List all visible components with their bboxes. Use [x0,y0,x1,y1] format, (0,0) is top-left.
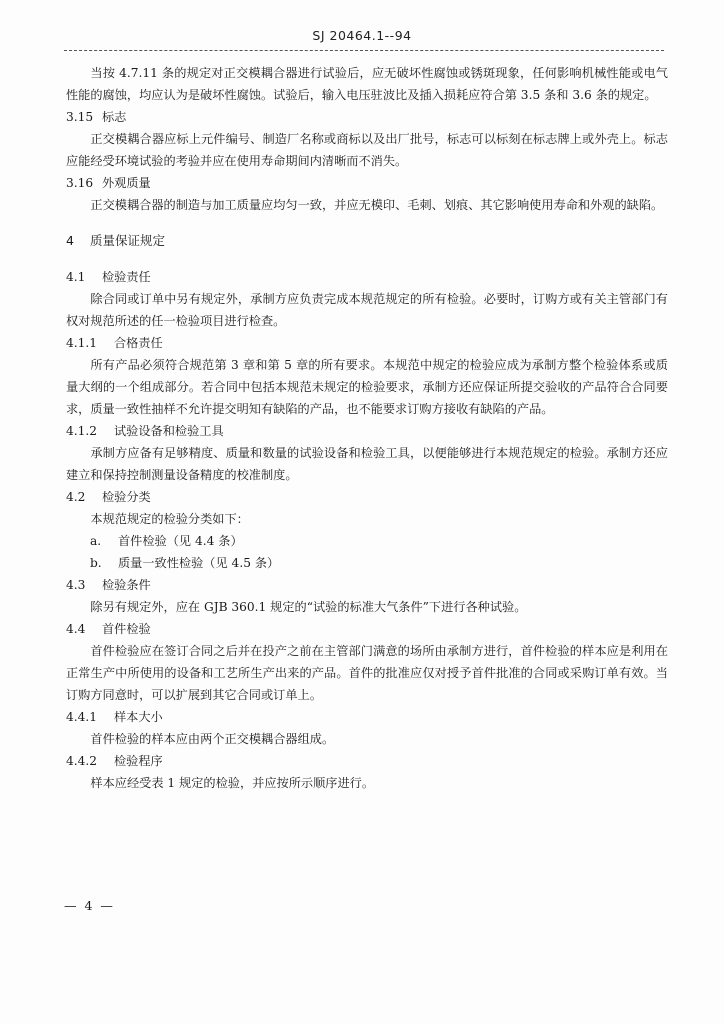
section-number: 4.1 [66,270,86,284]
section-title: 检验分类 [102,490,151,504]
section-number: 3.16 [66,176,94,190]
section-heading [66,420,668,442]
body-paragraph: 本规范规定的检验分类如下： [90,512,249,526]
section-heading [66,618,668,640]
body-paragraph: 所有产品必须符合规范第 3 章和第 5 章的所有要求。本规范中规定的检验应成为承制方整个检验体系或质量大纲的一个组成部分。若合同中包括本规范未规定的检验要求，承制方还应保证所提交验收的产品符合合同要求，质量一致性抽样不允许提交明知有缺陷的产品，也不能要求订购方接收有缺陷的产品。 [66,358,668,416]
section-number: 4.1.2 [66,424,98,438]
page-number: — 4 — [64,898,115,913]
section-number: 4 [66,233,74,248]
section-title: 外观质量 [102,176,151,190]
section-heading [66,332,668,354]
body-paragraph: 当按 4.7.11 条的规定对正交模耦合器进行试验后，应无破坏性腐蚀或锈斑现象，任何影响机械性能或电气性能的腐蚀，均应认为是破坏性腐蚀。试验后，输入电压驻波比及插入损耗应符合第 3.5 条和 3.6 条的规定。 [66,66,668,102]
body-paragraph: 正交模耦合器的制造与加工质量应均匀一致，并应无模印、毛刺、划痕、其它影响使用寿命和外观的缺陷。 [90,198,664,212]
chapter-heading [66,230,668,252]
list-item [66,552,668,574]
section-number: 4.3 [66,578,86,592]
list-marker: b. [90,556,102,570]
body-paragraph: 样本应经受表 1 规定的检验，并应按所示顺序进行。 [90,776,375,790]
body-paragraph: 承制方应备有足够精度、质量和数量的试验设备和检验工具，以便能够进行本规范规定的检验。承制方还应建立和保持控制测量设备精度的校准制度。 [66,446,668,482]
section-number: 4.4 [66,622,86,636]
body-paragraph: 首件检验的样本应由两个正交模耦合器组成。 [90,732,335,746]
section-title: 检验责任 [102,270,151,284]
list-text: 首件检验（见 4.4 条） [118,534,243,548]
list-text: 质量一致性检验（见 4.5 条） [118,556,280,570]
section-heading [66,574,668,596]
section-title: 标志 [102,110,127,124]
section-heading [66,106,668,128]
section-heading [66,172,668,194]
list-item [66,530,668,552]
document-body [66,62,668,794]
section-title: 样本大小 [114,710,163,724]
section-heading [66,486,668,508]
section-number: 4.4.2 [66,754,98,768]
body-paragraph: 正交模耦合器应标上元件编号、制造厂名称或商标以及出厂批号，标志可以标刻在标志牌上或外壳上。标志应能经受环境试验的考验并应在使用寿命期间内清晰而不消失。 [66,132,668,168]
list-marker: a. [90,534,102,548]
header-rule [64,50,664,51]
section-number: 4.4.1 [66,710,98,724]
body-paragraph: 除另有规定外，应在 GJB 360.1 规定的“试验的标准大气条件”下进行各种试验。 [90,600,527,614]
body-paragraph: 首件检验应在签订合同之后并在投产之前在主管部门满意的场所由承制方进行，首件检验的样本应是利用在正常生产中所使用的设备和工艺所生产出来的产品。首件的批准应仅对授予首件批准的合同或采购订单有效。当订购方同意时，可以扩展到其它合同或订单上。 [66,644,668,702]
section-number: 3.15 [66,110,94,124]
section-heading [66,266,668,288]
section-number: 4.1.1 [66,336,98,350]
body-paragraph: 除合同或订单中另有规定外，承制方应负责完成本规范规定的所有检验。必要时，订购方或有关主管部门有权对规范所述的任一检验项目进行检查。 [66,292,668,328]
section-heading [66,706,668,728]
section-title: 质量保证规定 [90,233,166,248]
section-title: 试验设备和检验工具 [114,424,224,438]
section-title: 检验程序 [114,754,163,768]
section-number: 4.2 [66,490,86,504]
section-heading [66,750,668,772]
section-title: 合格责任 [114,336,163,350]
section-title: 检验条件 [102,578,151,592]
document-code: SJ 20464.1--94 [312,28,412,43]
section-title: 首件检验 [102,622,151,636]
